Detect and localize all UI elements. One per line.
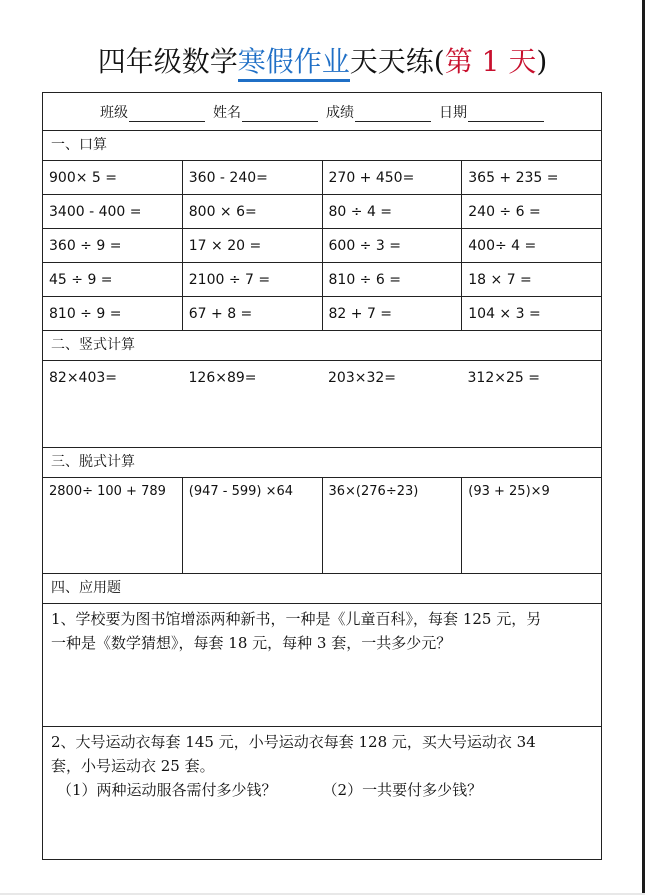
step-calc-item: (947 - 599) ×64 [182,478,322,573]
oral-cell: 600 ÷ 3 = [322,229,462,262]
section1-heading: 一、口算 [51,137,107,153]
word-problem-1 [43,603,601,726]
oral-cell: 3400 - 400 = [49,203,142,220]
problem2-sub2: （2）一共要付多少钱？ [322,781,483,799]
title-day: 第 1 天 [444,45,537,78]
section2-heading-row [43,330,601,360]
oral-cell: 82 + 7 = [322,297,462,330]
oral-cell: 104 × 3 = [461,297,601,330]
section3-heading: 三、脱式计算 [51,454,135,470]
section4-heading: 四、应用题 [51,580,121,596]
oral-row-2 [43,194,601,228]
oral-row-4 [43,262,601,296]
oral-cell: 800 × 6= [182,195,322,228]
name-blank[interactable] [242,107,318,122]
word-problem-2 [43,726,601,860]
score-label: 成绩 [326,104,354,121]
problem2-sub1: （1）两种运动服各需付多少钱？ [57,781,277,799]
vertical-calc-item: 203×32= [328,370,396,386]
step-calc-item: 36×(276÷23) [322,478,462,573]
problem1-line2: 一种是《数学猜想》，每套 18 元，每种 3 套，一共多少元？ [51,634,452,652]
date-label: 日期 [439,104,467,121]
page-title [0,44,645,80]
section1-heading-row [43,130,601,160]
title-close: ) [536,45,548,78]
problem2-line2: 套，小号运动衣 25 套。 [51,757,215,775]
oral-row-1 [43,160,601,194]
oral-cell: 400÷ 4 = [461,229,601,262]
oral-cell: 810 ÷ 9 = [49,305,122,322]
oral-cell: 365 + 235 = [461,161,601,194]
oral-cell: 810 ÷ 6 = [322,263,462,296]
vertical-calc-item: 312×25 = [467,370,540,386]
vertical-calc-item: 82×403= [49,370,117,386]
vertical-calc-item: 126×89= [188,370,257,386]
oral-cell: 17 × 20 = [182,229,322,262]
score-blank[interactable] [355,107,431,122]
oral-row-5 [43,296,601,330]
oral-cell: 45 ÷ 9 = [49,271,113,288]
step-calc-item: (93 + 25)×9 [461,478,601,573]
class-label: 班级 [100,104,128,121]
problem1-line1: 1、学校要为图书馆增添两种新书，一种是《儿童百科》，每套 125 元，另 [51,610,542,628]
title-highlight: 寒假作业 [238,45,350,82]
oral-cell: 80 ÷ 4 = [322,195,462,228]
oral-row-3 [43,228,601,262]
score-field [326,102,431,122]
worksheet [42,92,602,860]
oral-cell: 240 ÷ 6 = [461,195,601,228]
oral-cell: 360 - 240= [182,161,322,194]
oral-cell: 900× 5 = [49,169,117,186]
vertical-calc-area [43,360,601,447]
section3-heading-row [43,447,601,477]
section4-heading-row [43,573,601,603]
title-daily: 天天练( [349,45,445,78]
oral-cell: 18 × 7 = [461,263,601,296]
title-grade: 四年级数学 [97,45,238,78]
class-blank[interactable] [129,107,205,122]
date-field [439,102,544,122]
step-calc-item: 2800÷ 100 + 789 [49,484,166,499]
name-label: 姓名 [213,104,241,121]
oral-cell: 360 ÷ 9 = [49,237,122,254]
oral-cell: 270 + 450= [322,161,462,194]
date-blank[interactable] [468,107,544,122]
oral-cell: 2100 ÷ 7 = [182,263,322,296]
section2-heading: 二、竖式计算 [51,337,135,353]
problem2-line1: 2、大号运动衣每套 145 元，小号运动衣每套 128 元，买大号运动衣 34 [51,733,536,751]
step-calc-area [43,477,601,573]
header-fields-row [43,93,601,130]
oral-cell: 67 + 8 = [182,297,322,330]
class-field [100,102,205,122]
problem2-subquestions [51,778,593,802]
name-field [213,102,318,122]
